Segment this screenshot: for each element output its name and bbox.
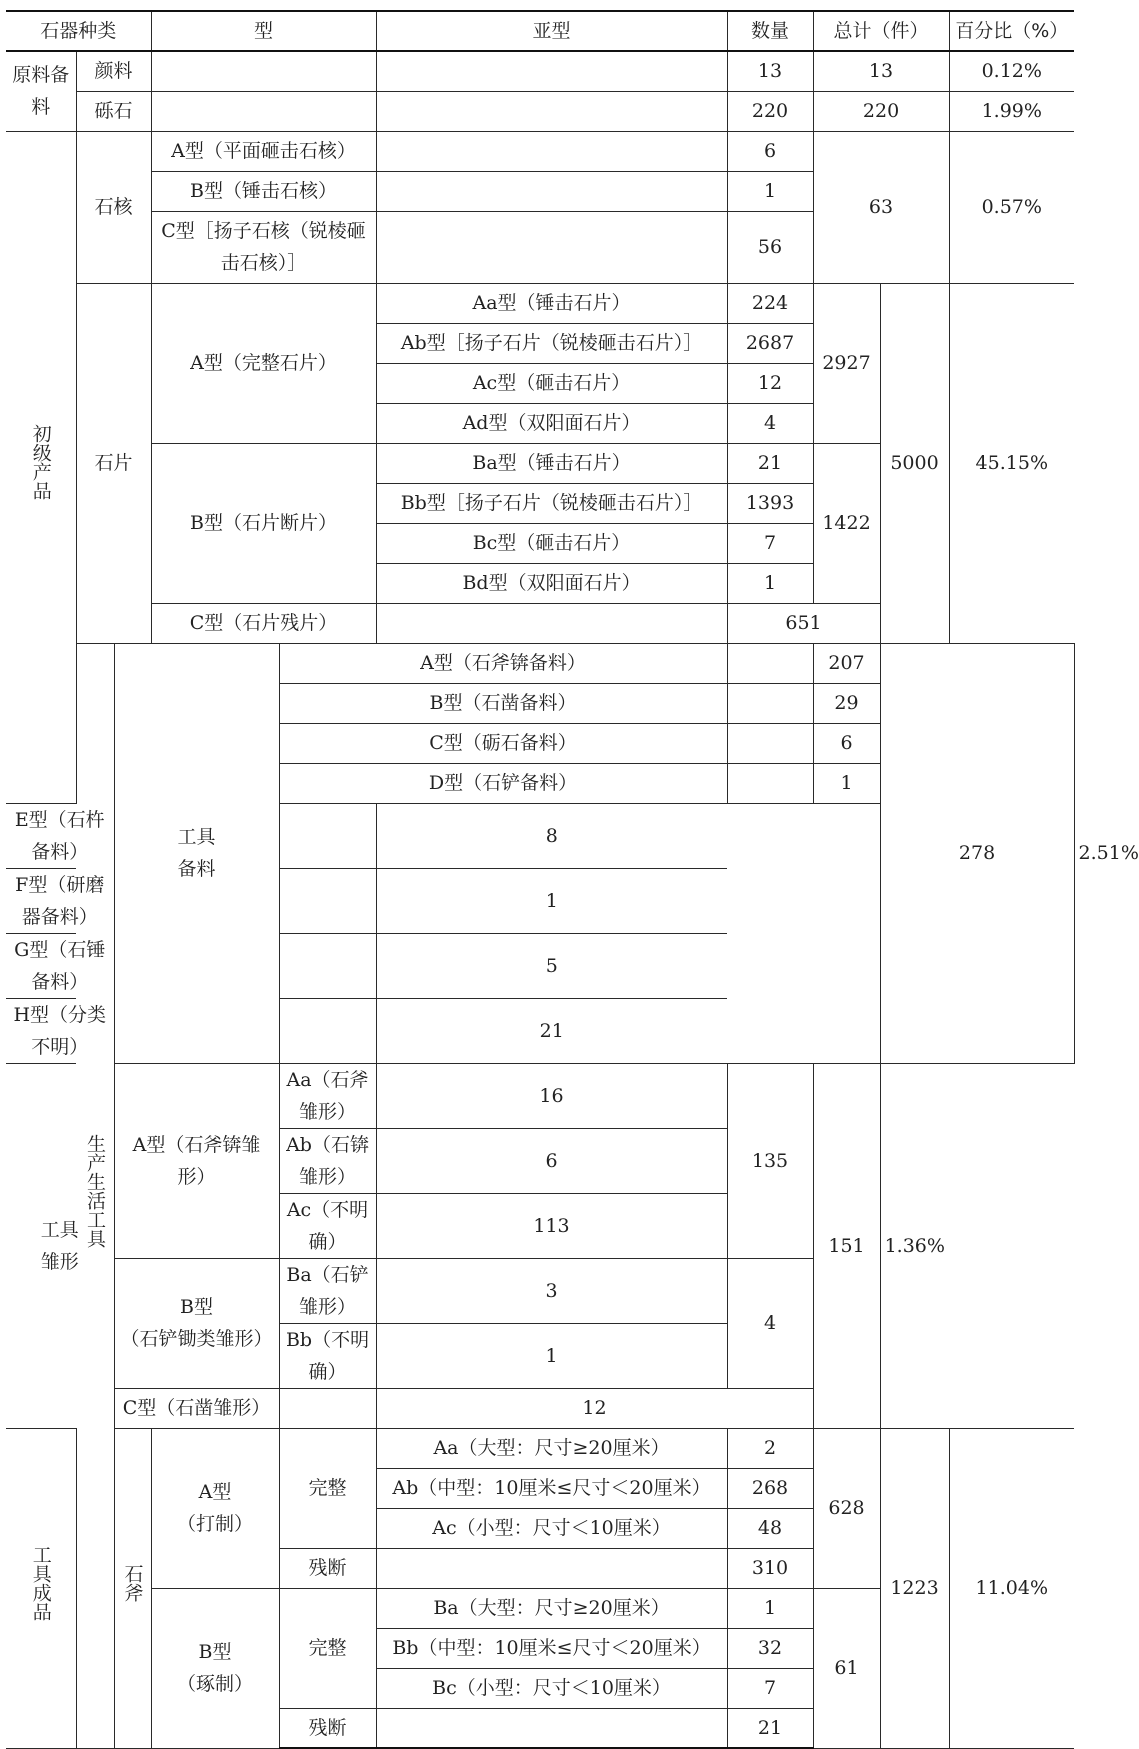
subcategory-stone-axe: 石斧 [114, 1428, 151, 1748]
stone-tool-table-container [6, 10, 1139, 1749]
percent-cell: 1.99% [949, 91, 1074, 131]
type-cell-empty [151, 51, 376, 91]
type-cell [114, 1258, 279, 1388]
count-cell: 13 [727, 51, 813, 91]
count-cell: 5 [376, 933, 727, 998]
count-cell: 6 [813, 723, 880, 763]
category-tool-finished: 工具成品 [6, 1428, 76, 1748]
subtype-cell-empty [376, 91, 727, 131]
count-cell: 224 [727, 283, 813, 323]
subtype-cell: Bd型（双阳面石片） [376, 563, 727, 603]
count-cell: 48 [727, 1508, 813, 1548]
count-cell: 1 [727, 1588, 813, 1628]
type-cell: A型（完整石片） [151, 283, 376, 443]
subtype-cell: Bb（中型：10厘米≤尺寸＜20厘米） [376, 1628, 727, 1668]
subtype-cell-empty [279, 933, 376, 998]
category-gravel: 砾石 [76, 91, 151, 131]
table-row [6, 1428, 1074, 1468]
count-cell: 207 [813, 643, 880, 683]
header-percent: 百分比（%） [949, 11, 1074, 51]
type-cell: B型（石凿备料） [279, 683, 727, 723]
subtype-cell-empty [279, 803, 376, 868]
subtype-cell-empty [727, 683, 813, 723]
count-cell: 2687 [727, 323, 813, 363]
subtotal-cell: 4 [727, 1258, 813, 1388]
total-cell: 220 [813, 91, 949, 131]
subtotal-cell: 61 [813, 1588, 880, 1748]
subtype-cell: Bb型［扬子石片（锐棱砸击石片）］ [376, 483, 727, 523]
type-cell: B型（锤击石核） [151, 171, 376, 211]
table-row [6, 51, 1074, 91]
type-cell: E型（石杵备料） [6, 803, 114, 868]
subtype-cell: Ba（石铲雏形） [279, 1258, 376, 1323]
count-cell: 21 [376, 998, 727, 1063]
type-cell: C型［扬子石核（锐棱砸击石核）］ [151, 211, 376, 283]
total-cell: 13 [813, 51, 949, 91]
type-cell: F型（研磨器备料） [6, 868, 114, 933]
type-line-1: B型 [198, 1641, 232, 1663]
type-line-1: A型 [198, 1481, 232, 1503]
count-cell: 1393 [727, 483, 813, 523]
condition-complete: 完整 [279, 1588, 376, 1708]
subtype-cell-empty [279, 1388, 376, 1428]
percent-cell: 0.12% [949, 51, 1074, 91]
count-cell: 7 [727, 523, 813, 563]
percent-cell: 45.15% [949, 283, 1074, 643]
table-row [6, 131, 1074, 171]
header-subtype: 亚型 [376, 11, 727, 51]
count-cell: 32 [727, 1628, 813, 1668]
type-cell: D型（石铲备料） [279, 763, 727, 803]
header-type: 型 [151, 11, 376, 51]
type-line-2: （石铲锄类雏形） [120, 1328, 273, 1350]
subtype-cell-empty [376, 211, 727, 283]
subtype-cell: Aa型（锤击石片） [376, 283, 727, 323]
type-cell: H型（分类不明） [6, 998, 114, 1063]
subtype-cell-empty [727, 643, 813, 683]
count-cell: 12 [376, 1388, 813, 1428]
subtype-cell: Ba型（锤击石片） [376, 443, 727, 483]
subtotal-cell: 135 [727, 1063, 813, 1258]
type-cell: C型（石片残片） [151, 603, 376, 643]
subtype-cell: Bc（小型：尺寸＜10厘米） [376, 1668, 727, 1708]
stone-tool-classification-table [6, 10, 1139, 1749]
subtype-cell-empty [727, 723, 813, 763]
table-row: 生产生活工具 工具备料 A型（石斧锛备料） 207 278 2.51% [6, 643, 1074, 683]
count-cell: 1 [727, 171, 813, 211]
subtype-cell: Bb（不明确） [279, 1323, 376, 1388]
table-row [6, 283, 1074, 323]
type-cell: B型（石片断片） [151, 443, 376, 603]
total-cell: 1223 [880, 1428, 949, 1748]
type-line-1: B型 [180, 1296, 213, 1318]
count-cell: 21 [727, 1708, 813, 1748]
subtype-cell: Aa（大型：尺寸≥20厘米） [376, 1428, 727, 1468]
count-cell: 16 [376, 1063, 727, 1128]
subtype-cell: Ab（石锛雏形） [279, 1128, 376, 1193]
subtype-cell-empty [376, 1708, 727, 1748]
count-cell: 29 [813, 683, 880, 723]
percent-cell: 0.57% [949, 131, 1074, 283]
subtype-cell-empty [727, 763, 813, 803]
subtype-cell: Ab（中型：10厘米≤尺寸＜20厘米） [376, 1468, 727, 1508]
subtotal-cell: 2927 [813, 283, 880, 443]
header-row [6, 11, 1074, 51]
type-line-2: （琢制） [176, 1673, 253, 1695]
condition-complete: 完整 [279, 1428, 376, 1548]
header-category: 石器种类 [6, 11, 151, 51]
count-cell: 113 [376, 1193, 727, 1258]
subtype-cell: Ab型［扬子石片（锐棱砸击石片）］ [376, 323, 727, 363]
subtype-cell: Ac（不明确） [279, 1193, 376, 1258]
category-tool-blank: 工具备料 [114, 643, 279, 1063]
type-cell [151, 1588, 279, 1748]
count-cell: 6 [376, 1128, 727, 1193]
count-cell: 268 [727, 1468, 813, 1508]
percent-cell: 1.36% [880, 1063, 949, 1428]
count-cell: 7 [727, 1668, 813, 1708]
type-cell-empty [151, 91, 376, 131]
subtype-cell-empty [376, 131, 727, 171]
type-cell: C型（石凿雏形） [114, 1388, 279, 1428]
subtype-cell: Ad型（双阳面石片） [376, 403, 727, 443]
type-cell: A型（石斧锛雏形） [114, 1063, 279, 1258]
type-cell: A型（石斧锛备料） [279, 643, 727, 683]
count-cell: 3 [376, 1258, 727, 1323]
count-cell: 6 [727, 131, 813, 171]
category-tool-rough: 工具雏形 [6, 1063, 114, 1428]
subtype-cell-empty [376, 603, 727, 643]
type-line-2: （打制） [176, 1513, 253, 1535]
category-core: 石核 [76, 131, 151, 283]
table-row [6, 1063, 1074, 1128]
count-cell: 56 [727, 211, 813, 283]
count-cell: 651 [727, 603, 880, 643]
count-cell: 8 [376, 803, 727, 868]
subtype-cell-empty [376, 1548, 727, 1588]
type-cell: C型（砺石备料） [279, 723, 727, 763]
total-cell: 151 [813, 1063, 880, 1428]
subtype-cell-empty [376, 171, 727, 211]
condition-broken: 残断 [279, 1708, 376, 1748]
total-cell: 5000 [880, 283, 949, 643]
category-flake: 石片 [76, 283, 151, 643]
type-cell: A型（平面砸击石核） [151, 131, 376, 171]
count-cell: 21 [727, 443, 813, 483]
count-cell: 310 [727, 1548, 813, 1588]
type-cell: G型（石锤备料） [6, 933, 114, 998]
subtype-cell-empty [376, 51, 727, 91]
condition-broken: 残断 [279, 1548, 376, 1588]
subtotal-cell: 628 [813, 1428, 880, 1588]
type-cell [151, 1428, 279, 1588]
count-cell: 4 [727, 403, 813, 443]
total-cell: 63 [813, 131, 949, 283]
count-cell: 12 [727, 363, 813, 403]
total-cell: 278 [880, 643, 1074, 1063]
header-count: 数量 [727, 11, 813, 51]
subtype-cell-empty [279, 998, 376, 1063]
subtype-cell: Ba（大型：尺寸≥20厘米） [376, 1588, 727, 1628]
table-row [6, 91, 1074, 131]
subtotal-cell: 1422 [813, 443, 880, 603]
header-total: 总计（件） [813, 11, 949, 51]
count-cell: 1 [376, 1323, 727, 1388]
count-cell: 1 [813, 763, 880, 803]
group-tools: 生产生活工具 [76, 643, 114, 1748]
percent-cell: 11.04% [949, 1428, 1074, 1748]
subtype-cell: Ac型（砸击石片） [376, 363, 727, 403]
count-cell: 2 [727, 1428, 813, 1468]
subtype-cell-empty [279, 868, 376, 933]
subtype-cell: Ac（小型：尺寸＜10厘米） [376, 1508, 727, 1548]
subtype-cell: Bc型（砸击石片） [376, 523, 727, 563]
subtype-cell: Aa（石斧雏形） [279, 1063, 376, 1128]
count-cell: 1 [727, 563, 813, 603]
count-cell: 1 [376, 868, 727, 933]
group-primary-products: 初级产品 [6, 131, 76, 803]
group-raw-material: 原料备料 [6, 51, 76, 131]
count-cell: 220 [727, 91, 813, 131]
category-pigment: 颜料 [76, 51, 151, 91]
